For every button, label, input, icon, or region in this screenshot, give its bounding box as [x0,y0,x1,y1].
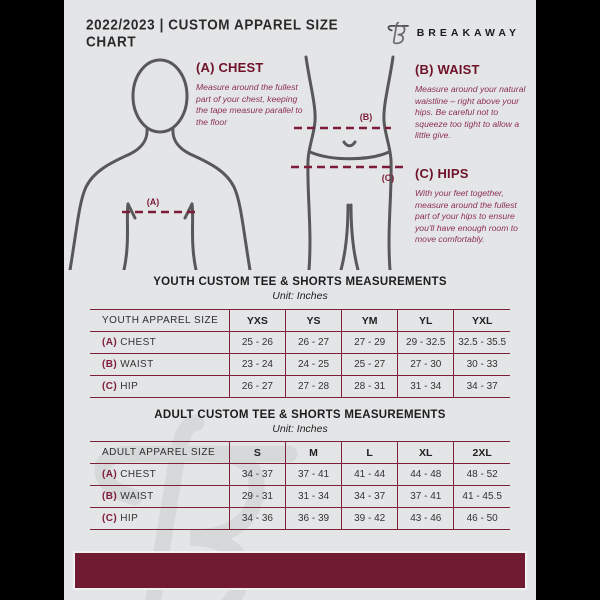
table-cell: 30 - 33 [454,354,510,376]
hip-marker-label: (C) [381,173,395,183]
chest-heading: (A) CHEST [196,60,264,75]
row-label: WAIST [120,359,154,370]
adult-waist-row [90,486,510,508]
youth-chest-row [90,332,510,354]
adult-table-title: ADULT CUSTOM TEE & SHORTS MEASUREMENTS [154,409,446,421]
youth-size-ys: YS [285,310,341,332]
table-cell: 24 - 25 [285,354,341,376]
table-cell: 29 - 32.5 [398,332,454,354]
table-cell: 41 - 45.5 [454,486,510,508]
adult-waist-label [90,486,229,508]
youth-table-unit: Unit: Inches [272,290,328,302]
row-label: HIP [120,381,139,392]
table-cell: 36 - 39 [285,508,341,530]
table-cell: 41 - 44 [342,464,398,486]
youth-waist-row [90,354,510,376]
adult-size-table [90,441,510,530]
adult-size-s: S [229,442,285,464]
table-cell: 37 - 41 [285,464,341,486]
brand-name: BREAKAWAY [416,27,520,39]
chart-content [64,0,536,600]
adult-chest-row [90,464,510,486]
breakaway-b-logo-icon [384,20,410,46]
adult-hip-row [90,508,510,530]
adult-hip-label [90,508,229,530]
youth-size-yxs: YXS [229,310,285,332]
adult-size-column-header: ADULT APPAREL SIZE [102,447,216,458]
table-cell: 26 - 27 [229,376,285,398]
youth-header-row [90,310,510,332]
table-cell: 34 - 37 [342,486,398,508]
table-cell: 48 - 52 [454,464,510,486]
table-cell: 25 - 27 [342,354,398,376]
row-label: HIP [120,513,139,524]
header [86,18,520,48]
youth-table-title: YOUTH CUSTOM TEE & SHORTS MEASUREMENTS [153,276,447,288]
youth-waist-label [90,354,229,376]
table-cell: 34 - 37 [229,464,285,486]
right-black-bar [536,0,600,600]
brand-lockup [384,20,520,46]
waist-heading: (B) WAIST [415,62,480,77]
row-label: CHEST [120,469,157,480]
table-cell: 29 - 31 [229,486,285,508]
table-cell: 32.5 - 35.5 [454,332,510,354]
table-cell: 23 - 24 [229,354,285,376]
youth-chest-label [90,332,229,354]
page-title: 2022/2023 | CUSTOM APPAREL SIZE CHART [86,16,339,50]
adult-size-l: L [342,442,398,464]
table-cell: 28 - 31 [342,376,398,398]
footer-accent-bar [73,551,527,590]
table-cell: 34 - 36 [229,508,285,530]
adult-chest-label [90,464,229,486]
chest-description: Measure around the fullest part of your chest, keeping the tape measure parallel to the floor [196,82,303,127]
table-cell: 39 - 42 [342,508,398,530]
row-prefix: (B) [102,491,118,502]
youth-hip-row [90,376,510,398]
adult-table-unit: Unit: Inches [272,423,328,435]
row-label: WAIST [120,491,154,502]
table-cell: 26 - 27 [285,332,341,354]
table-cell: 31 - 34 [285,486,341,508]
table-cell: 27 - 30 [398,354,454,376]
adult-size-xl: XL [398,442,454,464]
table-cell: 27 - 29 [342,332,398,354]
adult-header-row [90,442,510,464]
hips-description: With your feet together, measure around the fullest part of your hips to ensure you'll have enough room to move comfortably. [415,188,518,245]
waist-marker-label: (B) [359,112,373,122]
hips-heading: (C) HIPS [415,166,469,181]
adult-size-m: M [285,442,341,464]
youth-size-yl: YL [398,310,454,332]
waist-description: Measure around your natural waistline – right above your hips. Be careful not to squeeze too tight to allow a little give. [415,84,526,141]
youth-size-ym: YM [342,310,398,332]
row-label: CHEST [120,337,157,348]
youth-hip-label [90,376,229,398]
table-cell: 27 - 28 [285,376,341,398]
row-prefix: (A) [102,469,118,480]
table-cell: 44 - 48 [398,464,454,486]
row-prefix: (A) [102,337,118,348]
youth-size-table [90,309,510,398]
table-cell: 37 - 41 [398,486,454,508]
waist-instructions [415,62,527,142]
left-black-bar [0,0,64,600]
row-prefix: (C) [102,381,118,392]
hips-instructions [415,166,533,246]
row-prefix: (C) [102,513,118,524]
table-cell: 31 - 34 [398,376,454,398]
row-prefix: (B) [102,359,118,370]
adult-size-2xl: 2XL [454,442,510,464]
table-cell: 43 - 46 [398,508,454,530]
youth-size-yxl: YXL [454,310,510,332]
table-cell: 25 - 26 [229,332,285,354]
chest-instructions [196,60,308,128]
youth-size-column-header: YOUTH APPAREL SIZE [102,315,219,326]
table-cell: 46 - 50 [454,508,510,530]
chest-marker-label: (A) [146,197,160,207]
table-cell: 34 - 37 [454,376,510,398]
